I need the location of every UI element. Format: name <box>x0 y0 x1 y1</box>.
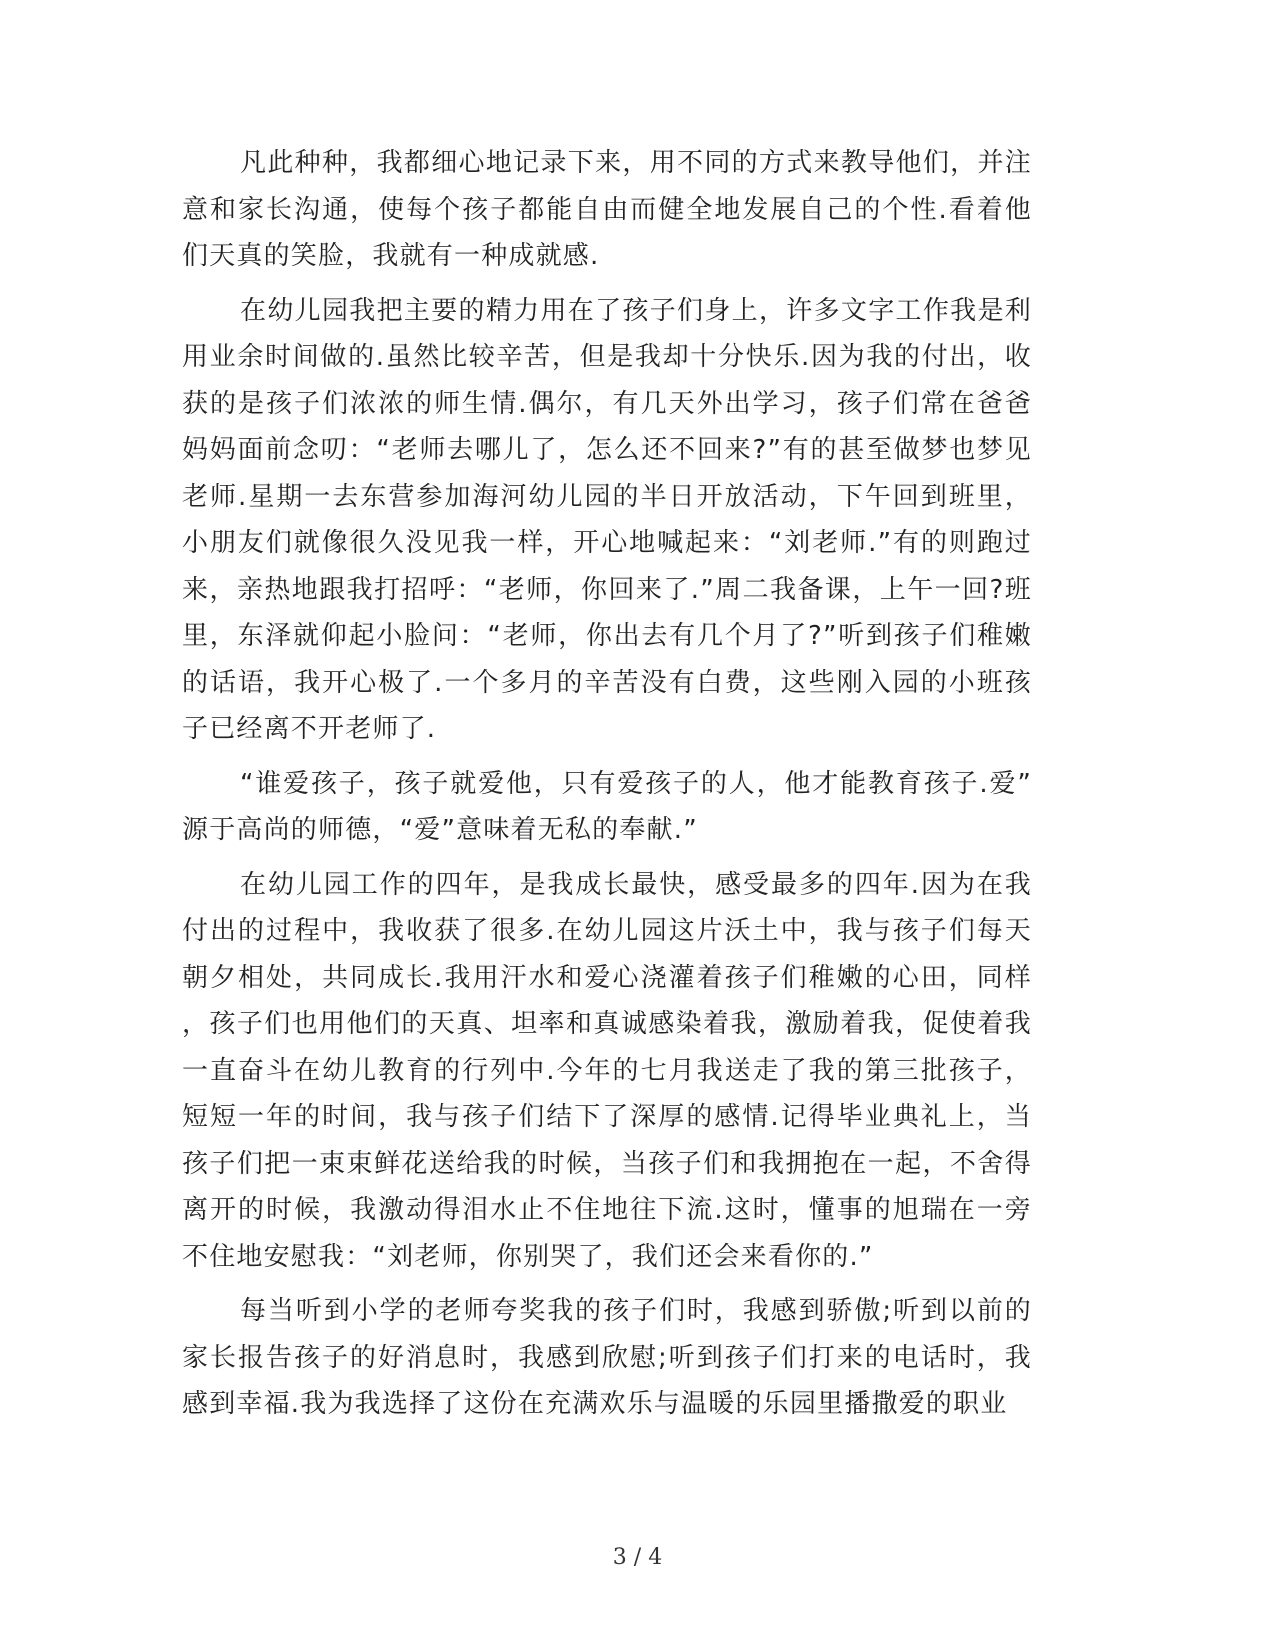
page-number: 3 / 4 <box>612 1545 663 1570</box>
paragraph-2: 在幼儿园我把主要的精力用在了孩子们身上，许多文字工作我是利用业余时间做的.虽然比较辛苦，但是我却十分快乐.因为我的付出，收获的是孩子们浓浓的师生情.偶尔，有几天外出学习，孩子们常在爸爸妈妈面前念叨：“老师去哪儿了，怎么还不回来?”有的甚至做梦也梦见老师.星期一去东营参加海河幼儿园的半日开放活动，下午回到班里，小朋友们就像很久没见我一样，开心地喊起来：“刘老师.”有的则跑过来，亲热地跟我打招呼：“老师，你回来了.”周二我备课，上午一回?班里，东泽就仰起小脸问：“老师，你出去有几个月了?”听到孩子们稚嫩的话语，我开心极了.一个多月的辛苦没有白费，这些刚入园的小班孩子已经离不开老师了. <box>182 295 1032 744</box>
paragraph-4: 在幼儿园工作的四年，是我成长最快，感受最多的四年.因为在我付出的过程中，我收获了很多.在幼儿园这片沃土中，我与孩子们每天朝夕相处，共同成长.我用汗水和爱心浇灌着孩子们稚嫩的心田，同样，孩子们也用他们的天真、坦率和真诚感染着我，激励着我，促使着我一直奋斗在幼儿教育的行列中.今年的七月我送走了我的第三批孩子，短短一年的时间，我与孩子们结下了深厚的感情.记得毕业典礼上，当孩子们把一束束鲜花送给我的时候，当孩子们和我拥抱在一起，不舍得离开的时候，我激动得泪水止不住地往下流.这时，懂事的旭瑞在一旁不住地安慰我：“刘老师，你别哭了，我们还会来看你的.” <box>182 869 1032 1272</box>
document-body <box>182 140 1032 1436</box>
paragraph-3: “谁爱孩子，孩子就爱他，只有爱孩子的人，他才能教育孩子.爱”源于高尚的师德，“爱”意味着无私的奉献.” <box>182 768 1032 845</box>
paragraph-5: 每当听到小学的老师夸奖我的孩子们时，我感到骄傲;听到以前的家长报告孩子的好消息时，我感到欣慰;听到孩子们打来的电话时，我感到幸福.我为我选择了这份在充满欢乐与温暖的乐园里播撒爱的职业 <box>182 1296 1032 1419</box>
paragraph-1: 凡此种种，我都细心地记录下来，用不同的方式来教导他们，并注意和家长沟通，使每个孩子都能自由而健全地发展自己的个性.看着他们天真的笑脸，我就有一种成就感. <box>182 148 1032 271</box>
